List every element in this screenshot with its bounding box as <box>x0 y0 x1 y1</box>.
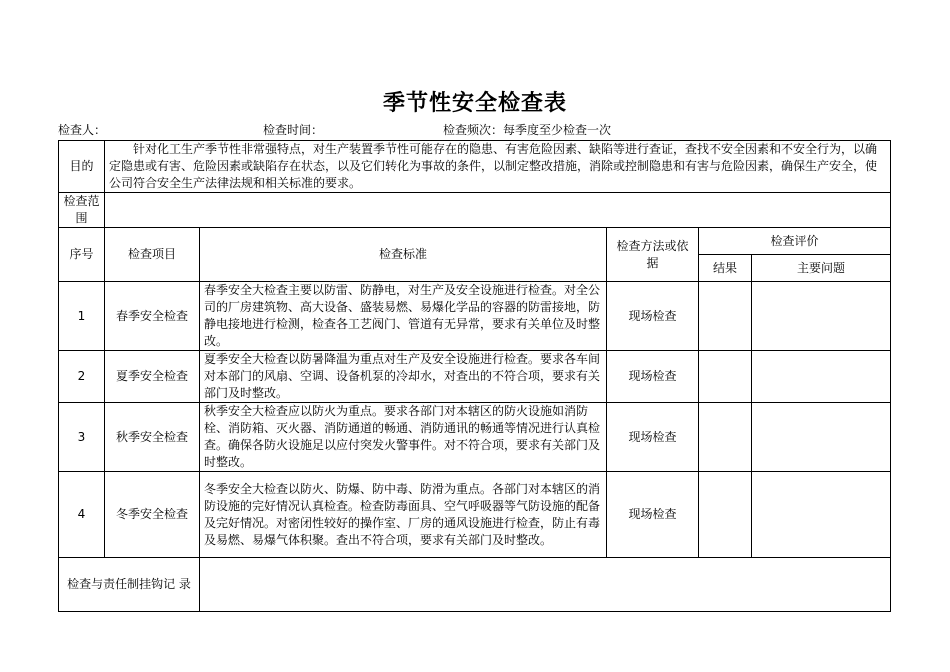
row-item: 秋季安全检查 <box>105 403 200 472</box>
row-issues <box>752 282 891 351</box>
inspection-time-label: 检查时间： <box>263 123 324 137</box>
row-no: 1 <box>59 282 105 351</box>
table-row <box>59 282 891 351</box>
row-no: 4 <box>59 472 105 558</box>
table-row <box>59 403 891 472</box>
row-issues <box>752 403 891 472</box>
row-no: 2 <box>59 351 105 403</box>
row-standard: 秋季安全大检查应以防火为重点。要求各部门对本辖区的防火设施如消防栓、消防箱、灭火器、消防通道的畅通、消防通讯的畅通等情况进行认真检查。确保各防火设施足以应付突发火警事件。对不符合项，要求有关部门及时整改。 <box>200 403 607 472</box>
row-issues <box>752 472 891 558</box>
header-issues: 主要问题 <box>752 255 891 282</box>
row-method: 现场检查 <box>607 472 699 558</box>
row-standard: 春季安全大检查主要以防雷、防静电，对生产及安全设施进行检查。对全公司的厂房建筑物、高大设备、盛装易燃、易爆化学品的容器的防雷接地，防静电接地进行检测，检查各工艺阀门、管道有无异常，要求有关单位及时整改。 <box>200 282 607 351</box>
inspector-label: 检查人： <box>58 123 107 137</box>
table-header-row <box>59 228 891 255</box>
responsibility-record-label: 检查与责任制挂钩记 录 <box>59 558 200 612</box>
header-method: 检查方法或依据 <box>607 228 699 282</box>
header-item: 检查项目 <box>105 228 200 282</box>
header-standard: 检查标准 <box>200 228 607 282</box>
row-method: 现场检查 <box>607 351 699 403</box>
row-method: 现场检查 <box>607 282 699 351</box>
document-title: 季节性安全检查表 <box>382 91 567 116</box>
scope-value <box>105 193 891 228</box>
inspection-meta <box>58 121 893 139</box>
header-evaluation: 检查评价 <box>699 228 891 255</box>
header-no: 序号 <box>59 228 105 282</box>
purpose-text: 针对化工生产季节性非常强特点，对生产装置季节性可能存在的隐患、有害危险因素、缺陷等进行查证，查找不安全因素和不安全行为，以确定隐患或有害、危险因素或缺陷存在状态，以及它们转化为事故的条件，以制定整改措施，消除或控制隐患和有害与危险因素，确保生产安全，使公司符合安全生产法律法规和相关标准的要求。 <box>105 141 891 193</box>
row-method: 现场检查 <box>607 403 699 472</box>
row-result <box>699 403 752 472</box>
header-result: 结果 <box>699 255 752 282</box>
table-row <box>59 472 891 558</box>
scope-label: 检查范围 <box>59 193 105 228</box>
responsibility-record-value <box>200 558 891 612</box>
seasonal-safety-checklist-table <box>58 140 891 612</box>
row-result <box>699 472 752 558</box>
footer-row <box>59 558 891 612</box>
purpose-label: 目的 <box>59 141 105 193</box>
row-item: 春季安全检查 <box>105 282 200 351</box>
row-standard: 夏季安全大检查以防暑降温为重点对生产及安全设施进行检查。要求各车间对本部门的风扇、空调、设备机泵的冷却水，对查出的不符合项，要求有关部门及时整改。 <box>200 351 607 403</box>
inspection-frequency-label: 检查频次：每季度至少检查一次 <box>443 123 612 137</box>
row-result <box>699 351 752 403</box>
purpose-row <box>59 141 891 193</box>
table-row <box>59 351 891 403</box>
row-standard: 冬季安全大检查以防火、防爆、防中毒、防滑为重点。各部门对本辖区的消防设施的完好情况认真检查。检查防毒面具、空气呼吸器等气防设施的配备及完好情况。对密闭性较好的操作室、厂房的通风设施进行检查，防止有毒及易燃、易爆气体积聚。查出不符合项，要求有关部门及时整改。 <box>200 472 607 558</box>
row-item: 夏季安全检查 <box>105 351 200 403</box>
scope-row <box>59 193 891 228</box>
row-no: 3 <box>59 403 105 472</box>
row-result <box>699 282 752 351</box>
row-issues <box>752 351 891 403</box>
row-item: 冬季安全检查 <box>105 472 200 558</box>
